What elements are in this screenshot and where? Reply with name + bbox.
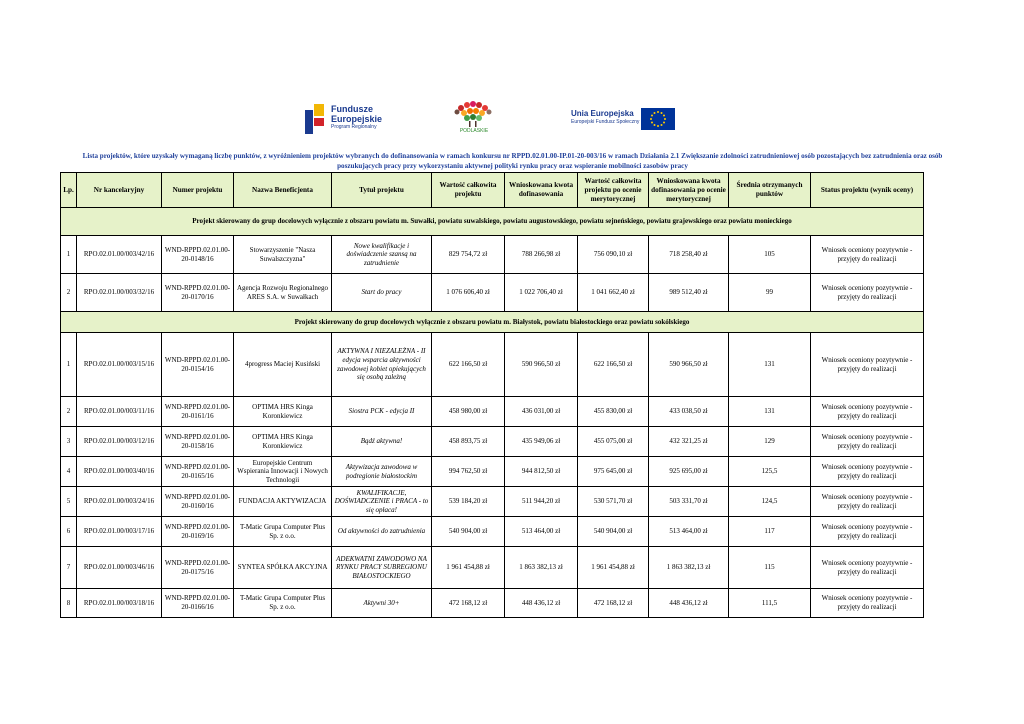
cell-wnioskowana: 944 812,50 zł (505, 457, 578, 487)
projects-table (60, 172, 924, 618)
col-header-tytul: Tytuł projektu (332, 173, 432, 208)
cell-wnioskowana-po-ocenie: 513 464,00 zł (649, 517, 729, 547)
cell-wartosc-po-ocenie: 1 041 662,40 zł (578, 274, 649, 312)
ue-logo-line2: Europejski Fundusz Społeczny (571, 119, 640, 125)
cell-wnioskowana-po-ocenie: 989 512,40 zł (649, 274, 729, 312)
cell-nr: RPO.02.01.00/003/42/16 (77, 236, 162, 274)
podlaskie-label: PODLASKIE (459, 128, 489, 134)
cell-wnioskowana-po-ocenie: 718 258,40 zł (649, 236, 729, 274)
col-header-wartosc: Wartość całkowita projektu (432, 173, 505, 208)
cell-srednia: 117 (729, 517, 811, 547)
cell-srednia: 115 (729, 547, 811, 589)
table-row (61, 427, 924, 457)
cell-tytul: ADEKWATNI ZAWODOWO NA RYNKU PRACY SUBREGIONU BIAŁOSTOCKIEGO (332, 547, 432, 589)
cell-srednia: 129 (729, 427, 811, 457)
table-row (61, 457, 924, 487)
cell-tytul: Aktywni 30+ (332, 589, 432, 618)
cell-wartosc: 540 904,00 zł (432, 517, 505, 547)
cell-numer: WND-RPPD.02.01.00-20-0169/16 (162, 517, 234, 547)
cell-status: Wniosek oceniony pozytywnie - przyjęty do realizacji (811, 547, 924, 589)
cell-tytul: AKTYWNA I NIEZALEŻNA - II edycja wsparcia aktywności zawodowej kobiet opiekujących się osobą zależną (332, 333, 432, 397)
cell-beneficjent: Stowarzyszenie "Nasza Suwalszczyzna" (234, 236, 332, 274)
eu-flag-icon (641, 108, 675, 130)
cell-numer: WND-RPPD.02.01.00-20-0166/16 (162, 589, 234, 618)
table-row (61, 333, 924, 397)
cell-tytul: Od aktywności do zatrudnienia (332, 517, 432, 547)
table-row (61, 517, 924, 547)
cell-status: Wniosek oceniony pozytywnie - przyjęty do realizacji (811, 487, 924, 517)
cell-lp: 2 (61, 397, 77, 427)
cell-wartosc-po-ocenie: 455 830,00 zł (578, 397, 649, 427)
cell-wnioskowana-po-ocenie: 1 863 382,13 zł (649, 547, 729, 589)
cell-wartosc-po-ocenie: 472 168,12 zł (578, 589, 649, 618)
cell-wartosc-po-ocenie: 622 166,50 zł (578, 333, 649, 397)
cell-nr: RPO.02.01.00/003/32/16 (77, 274, 162, 312)
cell-beneficjent: T-Matic Grupa Computer Plus Sp. z o.o. (234, 589, 332, 618)
cell-wnioskowana-po-ocenie: 925 695,00 zł (649, 457, 729, 487)
cell-srednia: 131 (729, 397, 811, 427)
cell-wartosc: 622 166,50 zł (432, 333, 505, 397)
cell-wnioskowana-po-ocenie: 503 331,70 zł (649, 487, 729, 517)
cell-wnioskowana: 436 031,00 zł (505, 397, 578, 427)
cell-beneficjent: FUNDACJA AKTYWIZACJA (234, 487, 332, 517)
cell-nr: RPO.02.01.00/003/46/16 (77, 547, 162, 589)
cell-srednia: 125,5 (729, 457, 811, 487)
cell-wnioskowana-po-ocenie: 590 966,50 zł (649, 333, 729, 397)
cell-wartosc-po-ocenie: 1 961 454,88 zł (578, 547, 649, 589)
cell-wartosc-po-ocenie: 455 075,00 zł (578, 427, 649, 457)
cell-wartosc: 472 168,12 zł (432, 589, 505, 618)
cell-wartosc: 1 961 454,88 zł (432, 547, 505, 589)
col-header-numer-projektu: Numer projektu (162, 173, 234, 208)
fe-logo-line1: Fundusze (331, 104, 373, 114)
cell-wnioskowana: 590 966,50 zł (505, 333, 578, 397)
section-title: Projekt skierowany do grup docelowych wyłącznie z obszaru powiatu m. Suwałki, powiatu suwalskiego, powiatu augustowskiego, powiatu sejneńskiego, powiatu grajewskiego oraz powiatu monieckiego (61, 208, 924, 236)
cell-lp: 4 (61, 457, 77, 487)
document-title: Lista projektów, które uzyskały wymaganą liczbę punktów, z wyróżnieniem projektów wybranych do dofinansowania w ramach konkursu nr RPPD.02.01.00-IP.01-20-003/16 w ramach Działania 2.1 Zwiększanie zdolności zatrudnieniowej osób pozostających bez zatrudnienia oraz osób poszukujących pracy przy wykorzystaniu aktywnej polityki rynku pracy oraz wspieranie mobilności zasobów pracy (82, 152, 943, 170)
cell-lp: 2 (61, 274, 77, 312)
cell-status: Wniosek oceniony pozytywnie - przyjęty do realizacji (811, 457, 924, 487)
col-header-wartosc-po-ocenie: Wartość całkowita projektu po ocenie merytorycznej (578, 173, 649, 208)
logo-strip (305, 98, 690, 140)
cell-tytul: Siostra PCK - edycja II (332, 397, 432, 427)
table-row (61, 589, 924, 618)
cell-beneficjent: OPTIMA HRS Kinga Koronkiewicz (234, 397, 332, 427)
cell-wartosc: 829 754,72 zł (432, 236, 505, 274)
cell-beneficjent: 4progress Maciej Kusiński (234, 333, 332, 397)
cell-wartosc: 994 762,50 zł (432, 457, 505, 487)
cell-wartosc: 458 893,75 zł (432, 427, 505, 457)
cell-srednia: 105 (729, 236, 811, 274)
cell-nr: RPO.02.01.00/003/18/16 (77, 589, 162, 618)
cell-nr: RPO.02.01.00/003/40/16 (77, 457, 162, 487)
cell-wnioskowana: 788 266,98 zł (505, 236, 578, 274)
cell-lp: 5 (61, 487, 77, 517)
cell-lp: 6 (61, 517, 77, 547)
cell-nr: RPO.02.01.00/003/12/16 (77, 427, 162, 457)
cell-wnioskowana: 513 464,00 zł (505, 517, 578, 547)
table-row (61, 397, 924, 427)
col-header-srednia: Średnia otrzymanych punktów (729, 173, 811, 208)
cell-beneficjent: Europejskie Centrum Wspierania Innowacji i Nowych Technologii (234, 457, 332, 487)
table-row (61, 547, 924, 589)
section-title: Projekt skierowany do grup docelowych wyłącznie z obszaru powiatu m. Białystok, powiatu białostockiego oraz powiatu sokólskiego (61, 312, 924, 333)
cell-lp: 1 (61, 333, 77, 397)
cell-numer: WND-RPPD.02.01.00-20-0175/16 (162, 547, 234, 589)
cell-beneficjent: SYNTEA SPÓŁKA AKCYJNA (234, 547, 332, 589)
cell-wartosc-po-ocenie: 975 645,00 zł (578, 457, 649, 487)
fe-logo-line3: Program Regionalny (331, 124, 377, 130)
cell-status: Wniosek oceniony pozytywnie - przyjęty do realizacji (811, 397, 924, 427)
table-row (61, 487, 924, 517)
cell-wartosc-po-ocenie: 540 904,00 zł (578, 517, 649, 547)
cell-status: Wniosek oceniony pozytywnie - przyjęty do realizacji (811, 427, 924, 457)
cell-tytul: Start do pracy (332, 274, 432, 312)
cell-wartosc: 1 076 606,40 zł (432, 274, 505, 312)
cell-status: Wniosek oceniony pozytywnie - przyjęty do realizacji (811, 333, 924, 397)
cell-status: Wniosek oceniony pozytywnie - przyjęty do realizacji (811, 236, 924, 274)
table-row (61, 274, 924, 312)
cell-numer: WND-RPPD.02.01.00-20-0170/16 (162, 274, 234, 312)
cell-numer: WND-RPPD.02.01.00-20-0160/16 (162, 487, 234, 517)
cell-nr: RPO.02.01.00/003/17/16 (77, 517, 162, 547)
cell-srednia: 131 (729, 333, 811, 397)
cell-lp: 3 (61, 427, 77, 457)
col-header-status: Status projektu (wynik oceny) (811, 173, 924, 208)
cell-nr: RPO.02.01.00/003/11/16 (77, 397, 162, 427)
cell-tytul: Aktywizacja zawodowa w podregionie białostockim (332, 457, 432, 487)
cell-status: Wniosek oceniony pozytywnie - przyjęty do realizacji (811, 274, 924, 312)
section-header-row (61, 208, 924, 236)
cell-numer: WND-RPPD.02.01.00-20-0154/16 (162, 333, 234, 397)
cell-wnioskowana: 1 022 706,40 zł (505, 274, 578, 312)
fe-logo-line2: Europejskie (331, 114, 383, 124)
cell-lp: 8 (61, 589, 77, 618)
section-header-row (61, 312, 924, 333)
cell-nr: RPO.02.01.00/003/24/16 (77, 487, 162, 517)
cell-nr: RPO.02.01.00/003/15/16 (77, 333, 162, 397)
cell-numer: WND-RPPD.02.01.00-20-0161/16 (162, 397, 234, 427)
cell-wartosc-po-ocenie: 530 571,70 zł (578, 487, 649, 517)
cell-status: Wniosek oceniony pozytywnie - przyjęty do realizacji (811, 517, 924, 547)
cell-wartosc-po-ocenie: 756 090,10 zł (578, 236, 649, 274)
fe-mark-icon (305, 104, 325, 134)
cell-wnioskowana-po-ocenie: 448 436,12 zł (649, 589, 729, 618)
col-header-wnioskowana: Wnioskowana kwota dofinasowania (505, 173, 578, 208)
cell-wnioskowana-po-ocenie: 432 321,25 zł (649, 427, 729, 457)
cell-wnioskowana: 435 949,06 zł (505, 427, 578, 457)
cell-srednia: 111,5 (729, 589, 811, 618)
cell-srednia: 124,5 (729, 487, 811, 517)
ue-logo-line1: Unia Europejska (571, 109, 634, 118)
col-header-lp: Lp. (61, 173, 77, 208)
podlaskie-logo (443, 98, 505, 138)
cell-wnioskowana: 1 863 382,13 zł (505, 547, 578, 589)
cell-wnioskowana: 448 436,12 zł (505, 589, 578, 618)
cell-wartosc: 539 184,20 zł (432, 487, 505, 517)
fundusze-europejskie-logo (305, 104, 425, 136)
cell-beneficjent: OPTIMA HRS Kinga Koronkiewicz (234, 427, 332, 457)
cell-tytul: KWALIFIKACJE, DOŚWIADCZENIE i PRACA - to się opłaca! (332, 487, 432, 517)
cell-lp: 1 (61, 236, 77, 274)
cell-numer: WND-RPPD.02.01.00-20-0165/16 (162, 457, 234, 487)
cell-wnioskowana-po-ocenie: 433 038,50 zł (649, 397, 729, 427)
podlaskie-bird-icon (449, 98, 499, 128)
cell-srednia: 99 (729, 274, 811, 312)
cell-lp: 7 (61, 547, 77, 589)
col-header-nr-kancelaryjny: Nr kancelaryjny (77, 173, 162, 208)
cell-beneficjent: T-Matic Grupa Computer Plus Sp. z o.o. (234, 517, 332, 547)
table-header-row (61, 173, 924, 208)
cell-numer: WND-RPPD.02.01.00-20-0148/16 (162, 236, 234, 274)
cell-wartosc: 458 980,00 zł (432, 397, 505, 427)
col-header-beneficjent: Nazwa Beneficjenta (234, 173, 332, 208)
cell-status: Wniosek oceniony pozytywnie - przyjęty do realizacji (811, 589, 924, 618)
cell-numer: WND-RPPD.02.01.00-20-0158/16 (162, 427, 234, 457)
cell-wnioskowana: 511 944,20 zł (505, 487, 578, 517)
cell-tytul: Nowe kwalifikacje i doświadczenie szansą na zatrudnienie (332, 236, 432, 274)
table-row (61, 236, 924, 274)
cell-beneficjent: Agencja Rozwoju Regionalnego ARES S.A. w Suwałkach (234, 274, 332, 312)
cell-tytul: Bądź aktywna! (332, 427, 432, 457)
col-header-wnioskowana-po-ocenie: Wnioskowana kwota dofinasowania po ocenie merytorycznej (649, 173, 729, 208)
unia-europejska-logo (571, 108, 691, 136)
